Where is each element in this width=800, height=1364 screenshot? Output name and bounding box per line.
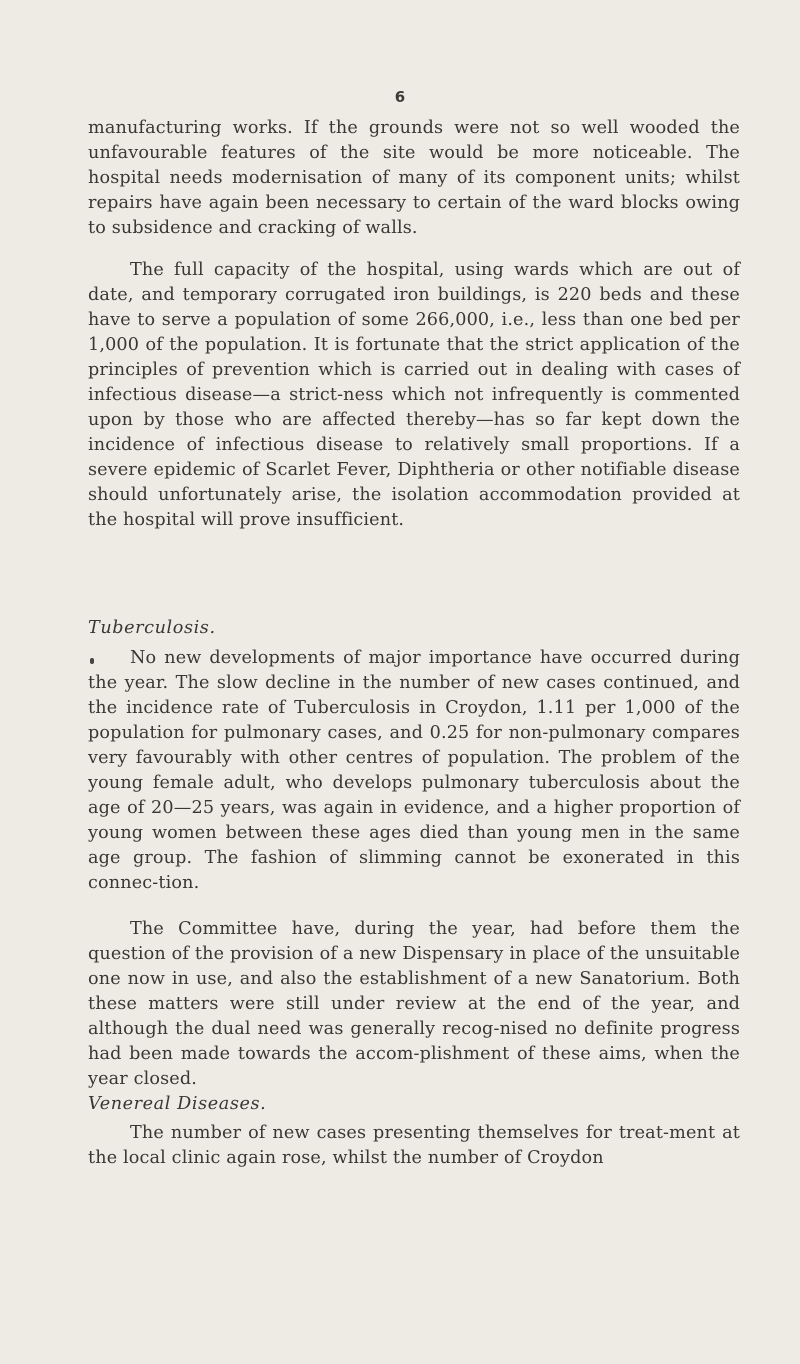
paragraph-hospital-site: manufacturing works. If the grounds were not so well wooded the unfavourable features of the site would be more noticeable. The hospital needs modernisation of many of its component units; whilst repairs have again been necessary to certain of the ward blocks owing to subsidence and cracking of walls. — [88, 118, 740, 238]
heading-venereal-diseases: Venereal Diseases. — [88, 1094, 267, 1114]
heading-tuberculosis: Tuberculosis. — [88, 618, 216, 638]
page-number: 6 — [394, 88, 406, 106]
paragraph-tuberculosis: No new developments of major importance have occurred during the year. The slow decline in the number of new cases continued, and the incidence rate of Tuberculosis in Croydon, 1.11 per 1,000 of the population for pulmonary cases, and 0.25 for non-pulmonary compares very favourably with other centres of population. The problem of the young female adult, who develops pulmonary tuberculosis about the age of 20—25 years, was again in evidence, and a higher proportion of young women between these ages died than young men in the same age group. The fashion of slimming cannot be exonerated in this connec-tion. — [88, 648, 740, 893]
paragraph-hospital-capacity: The full capacity of the hospital, using wards which are out of date, and temporary corrugated iron buildings, is 220 beds and these have to serve a population of some 266,000, i.e., less than one bed per 1,000 of the population. It is fortunate that the strict application of the principles of prevention which is carried out in dealing with cases of infectious disease—a strict-ness which not infrequently is commented upon by those who are affected thereby—has so far kept down the incidence of infectious disease to relatively small proportions. If a severe epidemic of Scarlet Fever, Diphtheria or other notifiable disease should unfortunately arise, the isolation accommodation provided at the hospital will prove insufficient. — [88, 260, 740, 530]
paragraph-dispensary: The Committee have, during the year, had before them the question of the provision of a new Dispensary in place of the unsuitable one now in use, and also the establishment of a new Sanatorium. Both these matters were still under review at the end of the year, and although the dual need was generally recog-nised no definite progress had been made towards the accom-plishment of these aims, when the year closed. — [88, 919, 740, 1089]
paragraph-venereal-diseases: The number of new cases presenting themselves for treat-ment at the local clinic again rose, whilst the number of Croydon — [88, 1123, 740, 1168]
